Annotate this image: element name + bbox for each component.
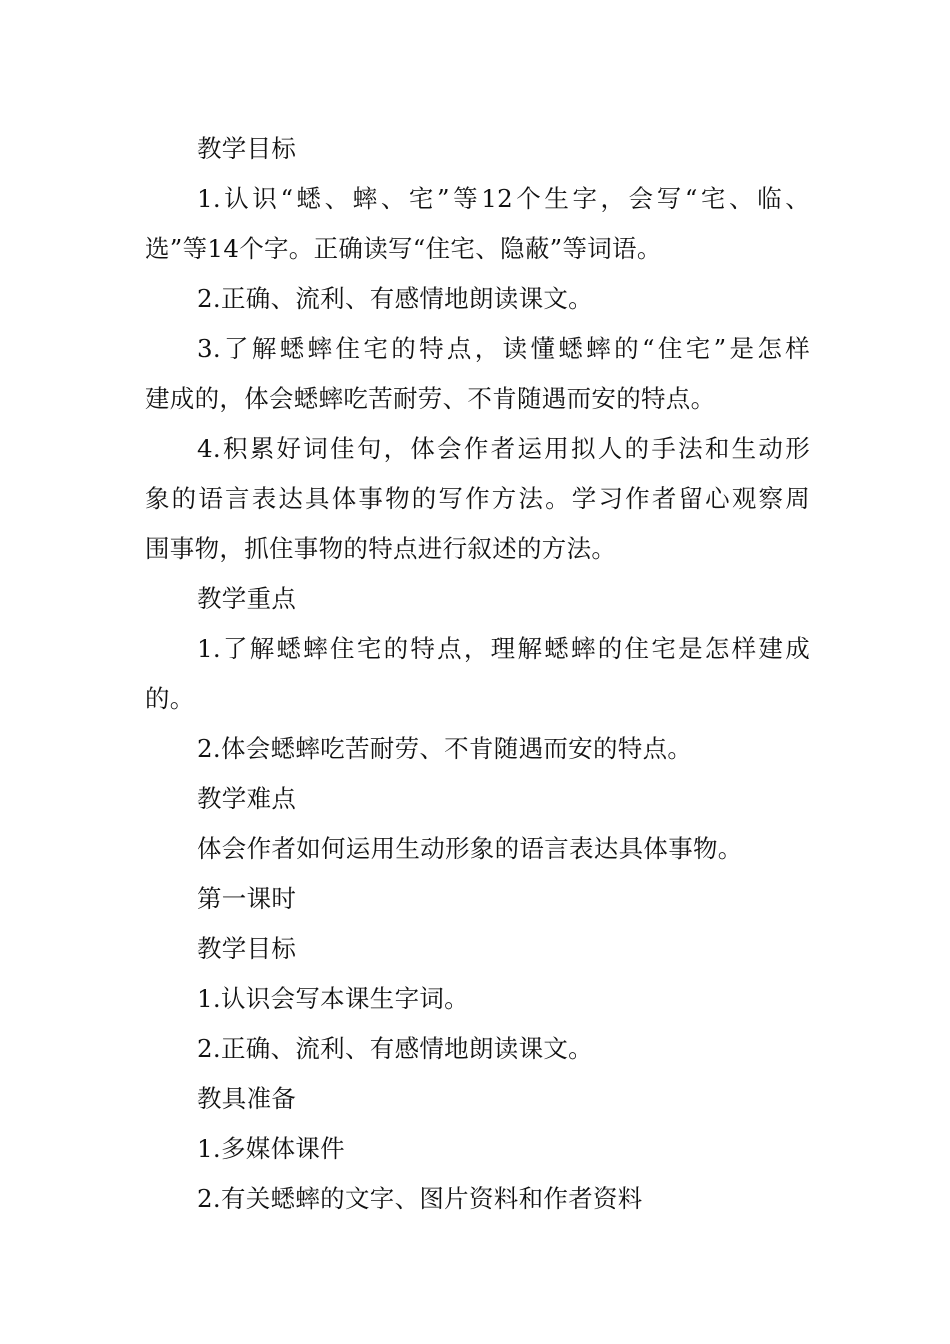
key-point-1-line-2: 的。	[145, 684, 195, 713]
goal-4-line-1: 4.积累好词佳句，体会作者运用拟人的手法和生动形	[197, 434, 810, 463]
goal-2: 2.正确、流利、有感情地朗读课文。	[197, 284, 593, 313]
lesson-goal-1: 1.认识会写本课生字词。	[197, 984, 469, 1013]
goal-4-line-3: 围事物，抓住事物的特点进行叙述的方法。	[145, 534, 617, 563]
heading-difficulties: 教学难点	[197, 784, 297, 813]
heading-first-lesson: 第一课时	[197, 884, 297, 913]
heading-teaching-goals: 教学目标	[197, 134, 297, 163]
key-point-1-line-1: 1.了解蟋蟀住宅的特点，理解蟋蟀的住宅是怎样建成	[197, 634, 810, 663]
lesson-goal-2: 2.正确、流利、有感情地朗读课文。	[197, 1034, 593, 1063]
key-point-2: 2.体会蟋蟀吃苦耐劳、不肯随遇而安的特点。	[197, 734, 693, 763]
heading-materials: 教具准备	[197, 1084, 297, 1113]
document-body	[145, 124, 810, 1224]
material-2: 2.有关蟋蟀的文字、图片资料和作者资料	[197, 1184, 643, 1213]
heading-key-points: 教学重点	[197, 584, 297, 613]
goal-4-line-2: 象的语言表达具体事物的写作方法。学习作者留心观察周	[145, 484, 810, 513]
heading-lesson-goals: 教学目标	[197, 934, 297, 963]
material-1: 1.多媒体课件	[197, 1134, 345, 1163]
goal-1-line-1: 1.认识“蟋、蟀、宅”等12个生字，会写“宅、临、	[197, 184, 810, 213]
goal-1-line-2: 选”等14个字。正确读写“住宅、隐蔽”等词语。	[145, 234, 662, 263]
goal-3-line-1: 3.了解蟋蟀住宅的特点，读懂蟋蟀的“住宅”是怎样	[197, 334, 810, 363]
difficulty-text: 体会作者如何运用生动形象的语言表达具体事物。	[197, 834, 743, 863]
goal-3-line-2: 建成的，体会蟋蟀吃苦耐劳、不肯随遇而安的特点。	[145, 384, 716, 413]
